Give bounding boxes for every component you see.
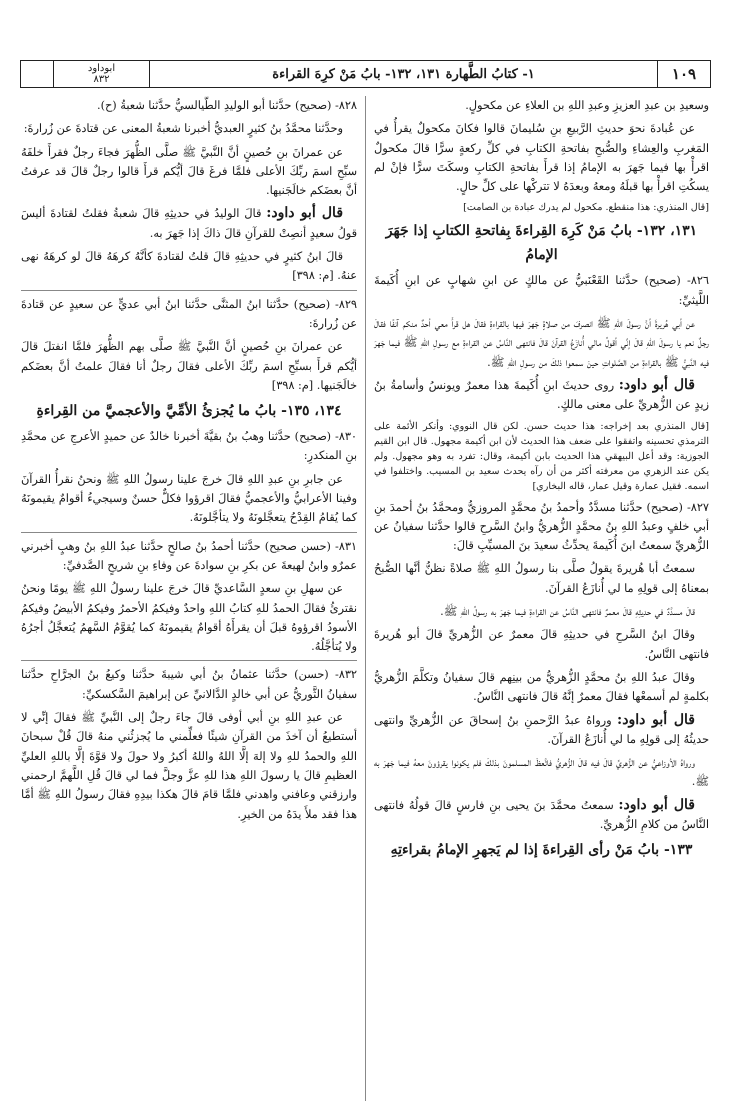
- comment-text: سمعتُ محمَّدَ بنَ يحيى بنِ فارسٍ قالَ قولُهُ فانتهى النَّاسُ من كلامِ الزُّهريِّ.: [374, 798, 709, 832]
- divider: [21, 532, 357, 533]
- hadith-829-isnad: ٨٢٩- (صحيح) حدَّثنا ابنُ المثنَّى حدَّثنا ابنُ أبي عديٍّ عن سعيدٍ عن قتادةَ عن زُرارةَ:: [21, 297, 357, 330]
- reference-number: ٨٣٢: [93, 74, 110, 85]
- abu-dawud-comment: [374, 711, 709, 750]
- paragraph: عن عُبادةَ نحوَ حديثِ الرَّبيعِ بنِ سُليمانَ قالوا فكانَ مكحولٌ يقرأُ في المَغربِ والعِشاءِ والصُّبحِ بفاتحةِ الكتابِ في كلِّ ركعةٍ سرًّا قالَ مكحولٌ اقرأْ بها فيما جَهرَ به الإمامُ إذا قرأَ بفاتحةِ الكتابِ وسكَتَ سرًّا فإنْ لم يسكُتِ اقرأْ بها قبلَهُ ومعهُ وبعدَهُ لا تتركْها على كلِّ حالٍ.: [374, 122, 709, 194]
- hadith-831-isnad: ٨٣١- (حسن صحيح) حدَّثنا أحمدُ بنُ صالحٍ حدَّثنا عبدُ اللهِ بنُ وهبٍ أخبرني عمرٌو وابنُ لهيعةَ عن بكرِ بنِ سوادةَ عن وفاءِ بنِ شريحٍ الصَّدفيِّ:: [21, 539, 357, 572]
- comment-text: قالَ الوليدُ في حديثِهِ قالَ شعبةُ فقلتُ لقتادةَ أليسَ قولُ سعيدٍ أنصِتْ للقرآنِ قالَ ذاكَ إذا جَهرَ به.: [21, 207, 357, 240]
- paragraph: وقالَ عبدُ اللهِ بنُ محمَّدٍ الزُّهريُّ من بينِهم قالَ سفيانُ وتكلَّمَ الزُّهريُّ بكلمةٍ لم أسمعْها فقالَ معمرٌ إنَّهُ قالَ فانتهى النَّاسُ.: [374, 670, 709, 704]
- abu-dawud-comment: [374, 796, 709, 835]
- hadith-827-isnad: ٨٢٧- (صحيح) حدَّثنا مسدَّدٌ وأحمدُ بنُ محمَّدٍ المروزيُّ ومحمَّدُ بنُ أحمدَ بنِ أبي خلفٍ وعبدُ اللهِ بنُ محمَّدٍ الزُّهريُّ وابنُ السَّرحِ قالوا حدَّثنا سفيانُ عن الزُّهريِّ سمعتُ ابنَ أُكَيمةَ يحدِّثُ سعيدَ بنَ المسيِّبِ قالَ:: [374, 500, 709, 553]
- abu-dawud-label: قال أبو داود:: [618, 796, 695, 813]
- footnote: [قال المنذري بعد إخراجه: هذا حديث حسن. لكن قال النووي: وأنكر الأئمة على الترمذي تحسينه واتفقوا على ضعف هذا الحديث لأن ابن أكيمة مجهول. قال ابن القيم الجوزية: وقد أعل البيهقي هذا الحديث بابن أكيمة، وقال: تفرد به وهو مجهول. ولم يكن عند الزهري من معرفته أكثر من أن رآه يحدث سعيد بن المسيب. واختلفوا في اسمه. فقيل عمارة وقيل عمار، قاله البخاري]: [374, 420, 709, 492]
- running-header: [20, 60, 711, 88]
- chapter-heading: ١٣٣- بابُ مَنْ رأى القِراءةَ إذا لم يَجهرِ الإمامُ بقراءتِهِ: [390, 842, 693, 859]
- comment-text: روى حديثَ ابنِ أُكَيمةَ هذا معمرٌ ويونسُ وأسامةُ بنُ زيدٍ عن الزُّهريِّ على معنى مالكٍ.: [374, 378, 709, 412]
- abu-dawud-label: قال أبو داود:: [266, 205, 344, 222]
- chapter-heading: ١٣١، ١٣٢- بابُ مَنْ كَرِهَ القِراءةَ بِفاتحةِ الكتابِ إذا جَهَرَ الإمامُ: [385, 223, 698, 264]
- hadith-828-text: عن عمرانَ بنِ حُصينٍ أنَّ النَّبيَّ ﷺ صلَّى الظُّهرَ فجاءَ رجلٌ فقرأَ خلفَهُ سبِّحِ اسمَ ربِّكَ الأعلى فلمَّا فرغَ قالَ أيُّكم قرأَ قالوا رجلٌ قالَ قد عرفتُ أنَّ بعضَكم خالَجَنيها.: [21, 145, 357, 198]
- abu-dawud-comment: [374, 376, 709, 415]
- hadith-828-isnad: ٨٢٨- (صحيح) حدَّثنا أبو الوليدِ الطَّيالسيُّ حدَّثنا شعبةُ (ح).: [97, 99, 357, 112]
- hadith-826-isnad: ٨٢٦- (صحيح) حدَّثنا القَعْنَبيُّ عن مالكٍ عن ابنِ شهابٍ عن ابنِ أُكَيمةَ اللَّيثيِّ:: [374, 274, 709, 307]
- header-blank-cell: [21, 61, 53, 87]
- hadith-830-text: عن جابرِ بنِ عبدِ اللهِ قالَ خرجَ علينا رسولُ اللهِ ﷺ ونحنُ نقرأُ القرآنَ وفينا الأعرابيُّ والأعجميُّ فقالَ اقرؤوا فكلٌّ حسنٌ وسيجيءُ أقوامٌ يقيمونَهُ كما يُقامُ القِدْحُ يتعجَّلونَهُ ولا يتأجَّلونَهُ.: [21, 472, 357, 525]
- paragraph: ورواهُ الأوزاعيُّ عن الزُّهريِّ قالَ فيه قالَ الزُّهريُّ فاتَّعظَ المسلمونَ بذلكَ فلم يكونوا يقرؤونَ معهُ فيما جَهرَ به ﷺ.: [374, 756, 709, 789]
- chapter-title: ١- كتابُ الطَّهارة ١٣١، ١٣٢- بابُ مَنْ كرِهَ القراءة: [149, 61, 657, 87]
- reference-book: ابوداود: [87, 63, 116, 74]
- right-column: [365, 96, 709, 1101]
- paragraph: وحدَّثنا محمَّدُ بنُ كثيرٍ العبديُّ أخبرنا شعبةُ المعنى عن قتادةَ عن زُرارةَ:: [23, 122, 343, 136]
- left-column: [21, 96, 365, 1101]
- paragraph: قالَ ابنُ كثيرٍ في حديثِهِ قالَ قلتُ لقتادةَ كأنَّهُ كرهَهُ قالَ لو كرهَهُ نهى عنهُ. [م: ٣٩٨]: [21, 250, 357, 283]
- text-columns: [20, 96, 709, 1101]
- abu-dawud-label: قال أبو داود:: [618, 376, 696, 393]
- divider: [21, 290, 357, 291]
- divider: [21, 660, 357, 661]
- paragraph: قالَ مسدَّدٌ في حديثِهِ قالَ معمرٌ فانتهى النَّاسُ عن القراءةِ فيما جَهرَ به رسولُ اللهِ ﷺ.: [440, 605, 695, 619]
- hadith-832-isnad: ٨٣٢- (حسن) حدَّثنا عثمانُ بنُ أبي شيبةَ حدَّثنا وكيعُ بنُ الجرَّاحِ حدَّثنا سفيانُ الثَّوريُّ عن أبي خالدٍ الدَّالانيِّ عن إبراهيمَ السَّكسكيِّ:: [21, 668, 357, 701]
- footnote: [قال المنذري: هذا منقطع. مكحول لم يدرك عبادة بن الصامت]: [463, 202, 709, 214]
- page-number: ١٠٩: [657, 61, 710, 87]
- cross-reference: [53, 61, 149, 87]
- hadith-826-text: عن أبي هُريرةَ أنَّ رسولَ اللهِ ﷺ انصرفَ من صلاةٍ جَهرَ فيها بالقراءةِ فقالَ هل قرأَ معي أحدٌ منكم آنفًا فقالَ رجلٌ نعم يا رسولَ اللهِ قالَ إنِّي أقولُ مالي أُنازَعُ القرآنَ قالَ فانتهى النَّاسُ عن القراءةِ مع رسولِ اللهِ ﷺ فيما جَهرَ فيه النَّبيُّ ﷺ بالقراءةِ من الصَّلواتِ حينَ سمعوا ذلكَ من رسولِ اللهِ ﷺ.: [374, 317, 709, 369]
- hadith-832-text: عن عبدِ اللهِ بنِ أبي أوفى قالَ جاءَ رجلٌ إلى النَّبيِّ ﷺ فقالَ إنِّي لا أستطيعُ أن آخذَ من القرآنِ شيئًا فعلِّمني ما يُجزئُني منهُ قالَ قُلْ سبحانَ اللهِ والحمدُ للهِ ولا إلهَ إلَّا اللهُ واللهُ أكبرُ ولا حولَ ولا قوَّةَ إلَّا باللهِ العليِّ العظيمِ قالَ يا رسولَ اللهِ هذا للهِ عزَّ وجلَّ فما لي قالَ قُلِ اللَّهمَّ ارحمني وارزقني وعافني واهدني فلمَّا قامَ قالَ هكذا بيدِهِ فقالَ رسولُ اللهِ ﷺ أمَّا هذا فقد ملأَ يدَهُ من الخيرِ.: [21, 711, 357, 821]
- abu-dawud-label: قال أبو داود:: [617, 711, 695, 728]
- paragraph: وقالَ ابنُ السَّرحِ في حديثِهِ قالَ معمرٌ عن الزُّهريِّ قالَ أبو هُريرةَ فانتهى النَّاسُ.: [374, 628, 709, 661]
- hadith-830-isnad: ٨٣٠- (صحيح) حدَّثنا وهبُ بنُ بقيَّةَ أخبرنا خالدٌ عن حميدٍ الأعرجِ عن محمَّدِ بنِ المنكدرِ:: [21, 430, 357, 463]
- hadith-831-text: عن سهلِ بنِ سعدٍ السَّاعديِّ قالَ خرجَ علينا رسولُ اللهِ ﷺ يومًا ونحنُ نقترئُ فقالَ الحمدُ للهِ كتابُ اللهِ واحدٌ وفيكمُ الأحمرُ وفيكمُ الأبيضُ وفيكمُ الأسودُ اقرؤوهُ قبلَ أن يقرأَهُ أقوامٌ يقيمونَهُ كما يُقوَّمُ السَّهمُ يُتعجَّلُ أجرُهُ ولا يُتأجَّلُهُ.: [21, 582, 357, 654]
- hadith-829-text: عن عمرانَ بنِ حُصينٍ أنَّ النَّبيَّ ﷺ صلَّى بهم الظُّهرَ فلمَّا انفتلَ قالَ أيُّكم قرأَ بسبِّحِ اسمَ ربِّكَ الأعلى فقالَ رجلٌ أنا فقالَ علمتُ أنَّ بعضَكم خالَجَنيها. [م: ٣٩٨]: [21, 340, 357, 392]
- chapter-heading: ١٣٤، ١٣٥- بابُ ما يُجزئُ الأمِّيَّ والأعجميَّ من القِراءةِ: [36, 403, 342, 420]
- abu-dawud-comment: [21, 204, 357, 243]
- hadith-827-text: سمعتُ أبا هُريرةَ يقولُ صلَّى بنا رسولُ اللهِ ﷺ صلاةً نظنُّ أنَّها الصُّبحُ بمعناهُ إلى قولِهِ ما لي أُنازَعُ القرآنَ.: [374, 562, 709, 595]
- paragraph: وسعيدِ بن عبدِ العزيزِ وعبدِ اللهِ بن العلاءِ عن مكحولٍ.: [465, 99, 709, 112]
- comment-text: ورواهُ عبدُ الرَّحمنِ بنُ إسحاقَ عن الزُّهريِّ وانتهى حديثُهُ إلى قولِهِ ما لي أُنازَعُ القرآنَ.: [374, 713, 709, 746]
